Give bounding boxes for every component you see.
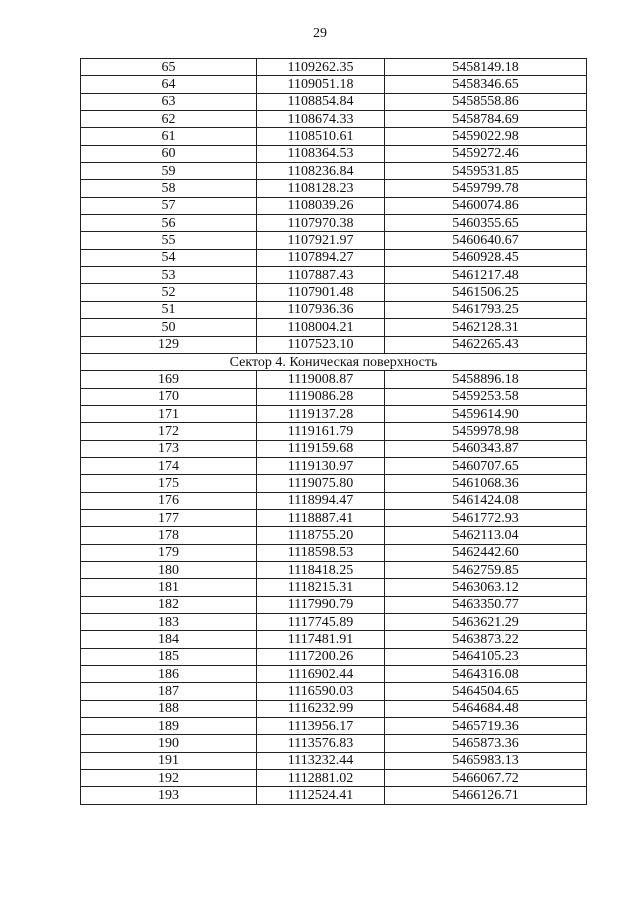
x-coordinate-cell: 1108854.84 bbox=[257, 93, 385, 110]
table-row bbox=[81, 475, 587, 492]
point-number-cell: 52 bbox=[81, 284, 257, 301]
x-coordinate-cell: 1113956.17 bbox=[257, 718, 385, 735]
x-coordinate-cell: 1118598.53 bbox=[257, 544, 385, 561]
point-number-cell: 170 bbox=[81, 388, 257, 405]
point-number-cell: 65 bbox=[81, 59, 257, 76]
page-number: 29 bbox=[313, 26, 327, 41]
y-coordinate-cell: 5466126.71 bbox=[385, 787, 587, 804]
table-row bbox=[81, 509, 587, 526]
y-coordinate-cell: 5458784.69 bbox=[385, 111, 587, 128]
x-coordinate-cell: 1119130.97 bbox=[257, 457, 385, 474]
point-number-cell: 182 bbox=[81, 596, 257, 613]
point-number-cell: 181 bbox=[81, 579, 257, 596]
x-coordinate-cell: 1112881.02 bbox=[257, 770, 385, 787]
table-row bbox=[81, 492, 587, 509]
table-row bbox=[81, 561, 587, 578]
point-number-cell: 62 bbox=[81, 111, 257, 128]
table-row bbox=[81, 301, 587, 318]
y-coordinate-cell: 5459799.78 bbox=[385, 180, 587, 197]
table-row bbox=[81, 163, 587, 180]
x-coordinate-cell: 1119075.80 bbox=[257, 475, 385, 492]
x-coordinate-cell: 1118755.20 bbox=[257, 527, 385, 544]
x-coordinate-cell: 1109051.18 bbox=[257, 76, 385, 93]
y-coordinate-cell: 5464316.08 bbox=[385, 666, 587, 683]
y-coordinate-cell: 5462759.85 bbox=[385, 561, 587, 578]
table-body-upper bbox=[81, 59, 587, 354]
y-coordinate-cell: 5459978.98 bbox=[385, 423, 587, 440]
table-row bbox=[81, 371, 587, 388]
table-row bbox=[81, 93, 587, 110]
x-coordinate-cell: 1109262.35 bbox=[257, 59, 385, 76]
table-row bbox=[81, 596, 587, 613]
table-row bbox=[81, 388, 587, 405]
table-row bbox=[81, 457, 587, 474]
point-number-cell: 193 bbox=[81, 787, 257, 804]
y-coordinate-cell: 5459531.85 bbox=[385, 163, 587, 180]
table-row bbox=[81, 666, 587, 683]
y-coordinate-cell: 5460074.86 bbox=[385, 197, 587, 214]
table-row bbox=[81, 215, 587, 232]
y-coordinate-cell: 5464504.65 bbox=[385, 683, 587, 700]
y-coordinate-cell: 5461506.25 bbox=[385, 284, 587, 301]
x-coordinate-cell: 1107921.97 bbox=[257, 232, 385, 249]
table-row bbox=[81, 787, 587, 804]
table-row bbox=[81, 197, 587, 214]
x-coordinate-cell: 1117990.79 bbox=[257, 596, 385, 613]
point-number-cell: 58 bbox=[81, 180, 257, 197]
point-number-cell: 64 bbox=[81, 76, 257, 93]
x-coordinate-cell: 1119159.68 bbox=[257, 440, 385, 457]
point-number-cell: 188 bbox=[81, 700, 257, 717]
y-coordinate-cell: 5460928.45 bbox=[385, 249, 587, 266]
y-coordinate-cell: 5461793.25 bbox=[385, 301, 587, 318]
y-coordinate-cell: 5463873.22 bbox=[385, 631, 587, 648]
table-row bbox=[81, 631, 587, 648]
table-row bbox=[81, 544, 587, 561]
x-coordinate-cell: 1107970.38 bbox=[257, 215, 385, 232]
table-row bbox=[81, 319, 587, 336]
y-coordinate-cell: 5462442.60 bbox=[385, 544, 587, 561]
table-row bbox=[81, 718, 587, 735]
x-coordinate-cell: 1118887.41 bbox=[257, 509, 385, 526]
y-coordinate-cell: 5463621.29 bbox=[385, 614, 587, 631]
x-coordinate-cell: 1119086.28 bbox=[257, 388, 385, 405]
x-coordinate-cell: 1116232.99 bbox=[257, 700, 385, 717]
y-coordinate-cell: 5465719.36 bbox=[385, 718, 587, 735]
y-coordinate-cell: 5459272.46 bbox=[385, 145, 587, 162]
y-coordinate-cell: 5466067.72 bbox=[385, 770, 587, 787]
y-coordinate-cell: 5464684.48 bbox=[385, 700, 587, 717]
y-coordinate-cell: 5461068.36 bbox=[385, 475, 587, 492]
table-row bbox=[81, 336, 587, 353]
point-number-cell: 185 bbox=[81, 648, 257, 665]
point-number-cell: 177 bbox=[81, 509, 257, 526]
y-coordinate-cell: 5458149.18 bbox=[385, 59, 587, 76]
y-coordinate-cell: 5459614.90 bbox=[385, 405, 587, 422]
x-coordinate-cell: 1116902.44 bbox=[257, 666, 385, 683]
x-coordinate-cell: 1117200.26 bbox=[257, 648, 385, 665]
y-coordinate-cell: 5462128.31 bbox=[385, 319, 587, 336]
x-coordinate-cell: 1118418.25 bbox=[257, 561, 385, 578]
table-row bbox=[81, 648, 587, 665]
point-number-cell: 186 bbox=[81, 666, 257, 683]
table-row bbox=[81, 267, 587, 284]
y-coordinate-cell: 5459022.98 bbox=[385, 128, 587, 145]
point-number-cell: 169 bbox=[81, 371, 257, 388]
point-number-cell: 53 bbox=[81, 267, 257, 284]
table-row bbox=[81, 405, 587, 422]
point-number-cell: 184 bbox=[81, 631, 257, 648]
x-coordinate-cell: 1113576.83 bbox=[257, 735, 385, 752]
point-number-cell: 56 bbox=[81, 215, 257, 232]
table-row bbox=[81, 614, 587, 631]
point-number-cell: 172 bbox=[81, 423, 257, 440]
point-number-cell: 54 bbox=[81, 249, 257, 266]
x-coordinate-cell: 1108004.21 bbox=[257, 319, 385, 336]
y-coordinate-cell: 5460640.67 bbox=[385, 232, 587, 249]
table-row bbox=[81, 59, 587, 76]
table-row bbox=[81, 180, 587, 197]
point-number-cell: 55 bbox=[81, 232, 257, 249]
section-header-row bbox=[81, 353, 587, 370]
table-row bbox=[81, 284, 587, 301]
x-coordinate-cell: 1116590.03 bbox=[257, 683, 385, 700]
y-coordinate-cell: 5458558.86 bbox=[385, 93, 587, 110]
table-row bbox=[81, 128, 587, 145]
x-coordinate-cell: 1108128.23 bbox=[257, 180, 385, 197]
y-coordinate-cell: 5464105.23 bbox=[385, 648, 587, 665]
x-coordinate-cell: 1119008.87 bbox=[257, 371, 385, 388]
point-number-cell: 61 bbox=[81, 128, 257, 145]
y-coordinate-cell: 5458896.18 bbox=[385, 371, 587, 388]
point-number-cell: 190 bbox=[81, 735, 257, 752]
point-number-cell: 187 bbox=[81, 683, 257, 700]
x-coordinate-cell: 1112524.41 bbox=[257, 787, 385, 804]
table-row bbox=[81, 735, 587, 752]
table-row bbox=[81, 249, 587, 266]
y-coordinate-cell: 5461217.48 bbox=[385, 267, 587, 284]
y-coordinate-cell: 5460707.65 bbox=[385, 457, 587, 474]
table-row bbox=[81, 752, 587, 769]
x-coordinate-cell: 1108364.53 bbox=[257, 145, 385, 162]
x-coordinate-cell: 1108236.84 bbox=[257, 163, 385, 180]
y-coordinate-cell: 5460355.65 bbox=[385, 215, 587, 232]
table-row bbox=[81, 440, 587, 457]
section-title: Сектор 4. Коническая поверхность bbox=[81, 353, 587, 370]
y-coordinate-cell: 5460343.87 bbox=[385, 440, 587, 457]
point-number-cell: 178 bbox=[81, 527, 257, 544]
point-number-cell: 171 bbox=[81, 405, 257, 422]
y-coordinate-cell: 5461772.93 bbox=[385, 509, 587, 526]
table-row bbox=[81, 145, 587, 162]
point-number-cell: 51 bbox=[81, 301, 257, 318]
x-coordinate-cell: 1107523.10 bbox=[257, 336, 385, 353]
x-coordinate-cell: 1118994.47 bbox=[257, 492, 385, 509]
x-coordinate-cell: 1119161.79 bbox=[257, 423, 385, 440]
point-number-cell: 179 bbox=[81, 544, 257, 561]
y-coordinate-cell: 5463350.77 bbox=[385, 596, 587, 613]
point-number-cell: 174 bbox=[81, 457, 257, 474]
point-number-cell: 180 bbox=[81, 561, 257, 578]
x-coordinate-cell: 1117745.89 bbox=[257, 614, 385, 631]
x-coordinate-cell: 1113232.44 bbox=[257, 752, 385, 769]
point-number-cell: 183 bbox=[81, 614, 257, 631]
table-row bbox=[81, 700, 587, 717]
y-coordinate-cell: 5463063.12 bbox=[385, 579, 587, 596]
point-number-cell: 189 bbox=[81, 718, 257, 735]
point-number-cell: 63 bbox=[81, 93, 257, 110]
table-row bbox=[81, 683, 587, 700]
x-coordinate-cell: 1108674.33 bbox=[257, 111, 385, 128]
x-coordinate-cell: 1117481.91 bbox=[257, 631, 385, 648]
y-coordinate-cell: 5458346.65 bbox=[385, 76, 587, 93]
point-number-cell: 129 bbox=[81, 336, 257, 353]
table-row bbox=[81, 770, 587, 787]
point-number-cell: 57 bbox=[81, 197, 257, 214]
table-row bbox=[81, 232, 587, 249]
y-coordinate-cell: 5462265.43 bbox=[385, 336, 587, 353]
point-number-cell: 176 bbox=[81, 492, 257, 509]
x-coordinate-cell: 1119137.28 bbox=[257, 405, 385, 422]
x-coordinate-cell: 1107887.43 bbox=[257, 267, 385, 284]
y-coordinate-cell: 5461424.08 bbox=[385, 492, 587, 509]
table-row bbox=[81, 527, 587, 544]
point-number-cell: 60 bbox=[81, 145, 257, 162]
x-coordinate-cell: 1108039.26 bbox=[257, 197, 385, 214]
table-row bbox=[81, 423, 587, 440]
table-body-lower bbox=[81, 371, 587, 805]
point-number-cell: 59 bbox=[81, 163, 257, 180]
point-number-cell: 175 bbox=[81, 475, 257, 492]
table-row bbox=[81, 111, 587, 128]
x-coordinate-cell: 1107894.27 bbox=[257, 249, 385, 266]
table-row bbox=[81, 579, 587, 596]
x-coordinate-cell: 1107936.36 bbox=[257, 301, 385, 318]
x-coordinate-cell: 1108510.61 bbox=[257, 128, 385, 145]
point-number-cell: 192 bbox=[81, 770, 257, 787]
y-coordinate-cell: 5462113.04 bbox=[385, 527, 587, 544]
x-coordinate-cell: 1107901.48 bbox=[257, 284, 385, 301]
point-number-cell: 191 bbox=[81, 752, 257, 769]
point-number-cell: 173 bbox=[81, 440, 257, 457]
y-coordinate-cell: 5459253.58 bbox=[385, 388, 587, 405]
y-coordinate-cell: 5465873.36 bbox=[385, 735, 587, 752]
coordinates-table bbox=[80, 58, 587, 805]
section-header-row-group bbox=[81, 353, 587, 370]
y-coordinate-cell: 5465983.13 bbox=[385, 752, 587, 769]
point-number-cell: 50 bbox=[81, 319, 257, 336]
table-row bbox=[81, 76, 587, 93]
x-coordinate-cell: 1118215.31 bbox=[257, 579, 385, 596]
